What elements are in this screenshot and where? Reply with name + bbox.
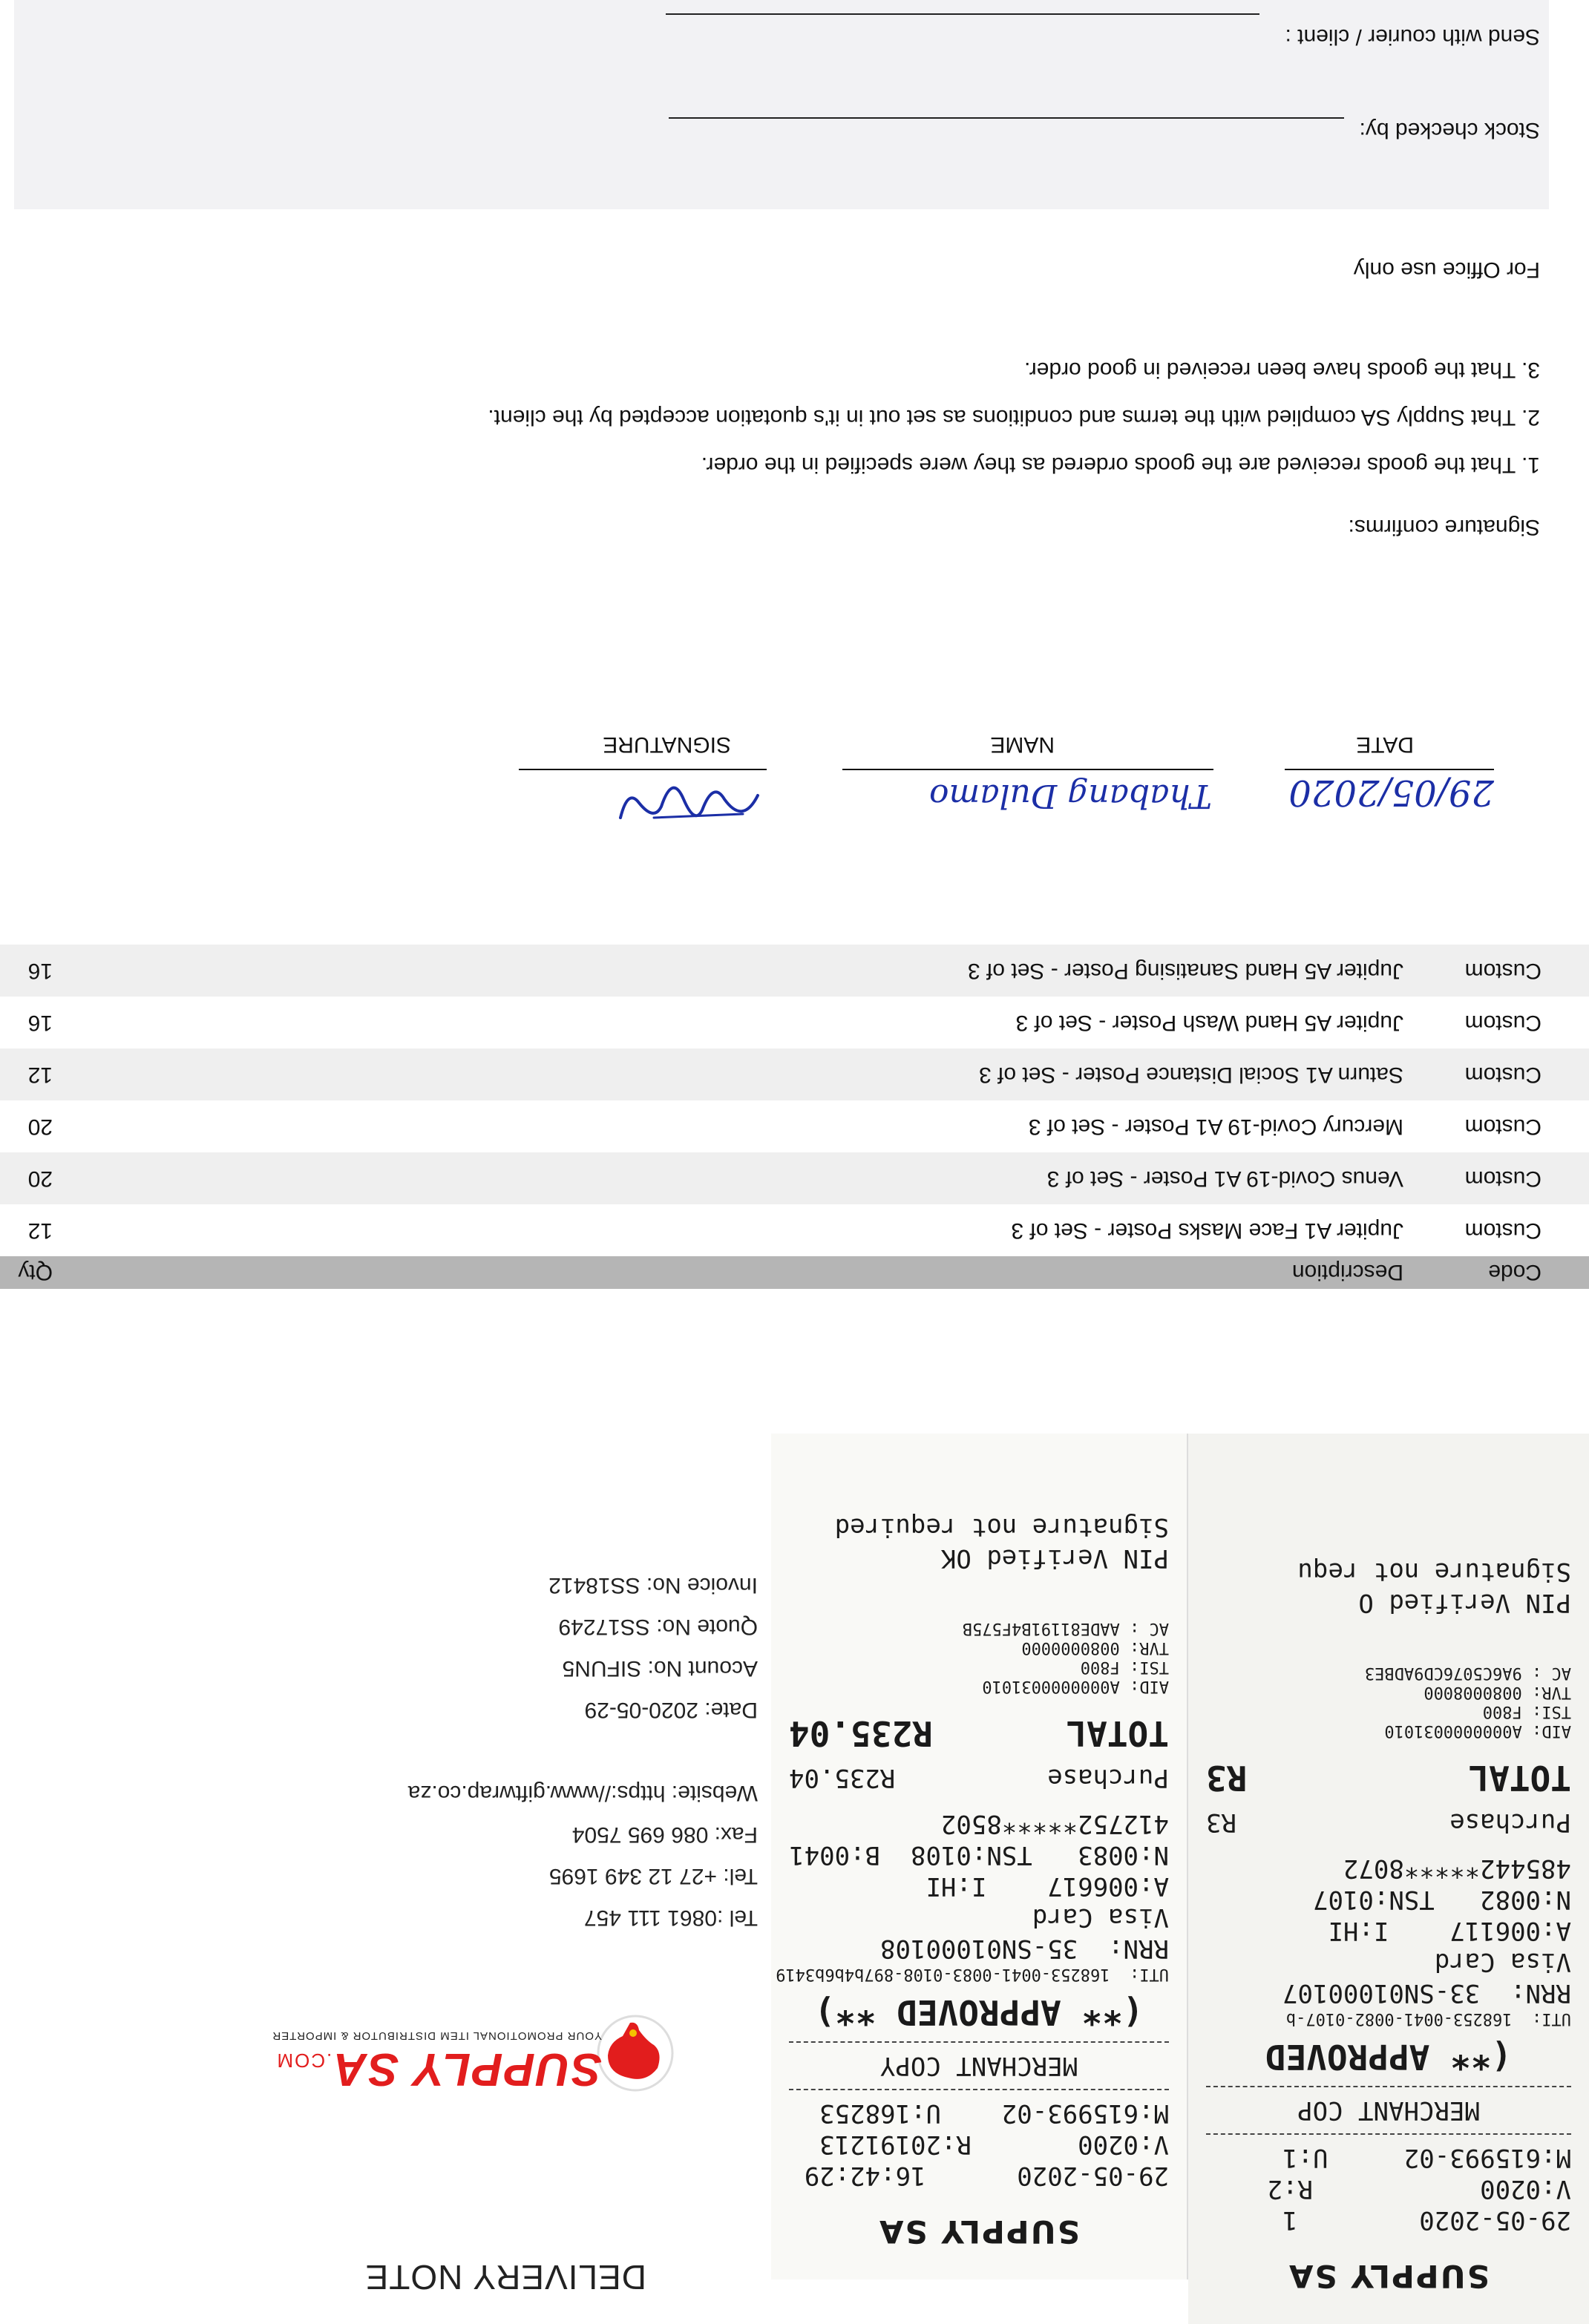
company-details — [90, 1564, 758, 1938]
receipt-tsn-line: N:0083 TSN:0108 B:0041 — [789, 1840, 1169, 1870]
invoice-number: Invoice No: SS18412 — [548, 1573, 758, 1598]
receipt-date-line: 29-05-2020 1 — [1282, 2205, 1571, 2235]
cell-code: Custom — [1464, 1218, 1542, 1243]
cell-description: Saturn A1 Social Distance Poster - Set of 3 — [979, 1063, 1403, 1087]
receipt-total-row — [1188, 1758, 1589, 1798]
receipt-pin-status: PIN Verified O — [1358, 1588, 1571, 1618]
receipt-total-amount: R235.04 — [789, 1713, 933, 1753]
receipt-ac: AC : AADE81191B4F575B — [962, 1619, 1169, 1638]
receipt-tsn-line: N:0082 TSN:0107 — [1313, 1885, 1571, 1914]
receipt-aid: AID: A0000000031010 — [1384, 1721, 1571, 1740]
cell-code: Custom — [1464, 1011, 1542, 1035]
stock-checked-label: Stock checked by: — [1359, 118, 1540, 142]
cell-code: Custom — [1464, 1115, 1542, 1139]
cell-description: Jupiter A5 Hand Sanatising Poster - Set of 3 — [967, 959, 1403, 983]
table-row — [0, 1048, 1589, 1100]
receipt-merchant-line: M:615993-02 U:1 — [1282, 2143, 1571, 2173]
card-receipt-left — [1188, 1434, 1589, 2324]
table-body — [0, 945, 1589, 1256]
column-header-qty: Qty — [18, 1260, 53, 1284]
africa-map-icon — [594, 2012, 676, 2094]
receipt-tsi: TSI: F800 — [1080, 1658, 1169, 1676]
cell-qty: 16 — [27, 1011, 53, 1035]
table-row — [0, 1204, 1589, 1256]
supply-sa-logo — [201, 1983, 676, 2101]
receipt-divider — [1206, 2133, 1571, 2135]
document-date: Date: 2020-05-29 — [584, 1698, 758, 1722]
receipt-total-row — [771, 1713, 1187, 1753]
receipt-brand: SUPPLY SA — [1288, 2258, 1490, 2294]
name-line — [842, 769, 1213, 770]
receipt-rrn: RRN: 35-SN01000108 — [880, 1934, 1169, 1963]
card-receipt-right — [771, 1434, 1188, 2279]
office-use-box — [14, 0, 1549, 209]
receipt-divider — [789, 2089, 1169, 2090]
phone-number-international: Tel: +27 12 349 1695 — [548, 1864, 758, 1888]
receipt-aid: AID: A0000000031010 — [982, 1677, 1169, 1696]
website: Website: https://www.giftwrap.co.za — [407, 1781, 758, 1805]
send-with-label: Send with courier / client : — [1285, 24, 1540, 49]
signature-confirmations — [488, 346, 1540, 551]
date-label: DATE — [1356, 732, 1414, 757]
receipt-divider — [789, 2041, 1169, 2043]
confirmation-item: 3. That the goods have been received in good order. — [1024, 358, 1540, 382]
confirmation-item: 2. That Supply SA complied with the terms and conditions as set out in it's quotation accepted by the client. — [488, 405, 1540, 430]
column-header-description: Description — [1291, 1260, 1403, 1284]
receipt-purchase-amount: R235.04 — [789, 1763, 896, 1793]
signature-line — [519, 769, 767, 770]
receipt-approval-status: (** APPROVED — [1265, 2037, 1513, 2077]
items-table — [0, 945, 1589, 1289]
cell-code: Custom — [1464, 1063, 1542, 1087]
receipt-total-amount: R3 — [1206, 1758, 1248, 1798]
receipt-approval-status: (** APPROVED **) — [814, 1992, 1144, 2032]
cell-qty: 12 — [27, 1063, 53, 1087]
receipt-total-label: TOTAL — [1066, 1713, 1169, 1753]
spacer — [90, 1730, 758, 1772]
receipt-version-line: V:0200 R:2 — [1267, 2174, 1571, 2204]
receipt-uti: UTI: 168253-0041-0083-0108-897b4b6b3419 — [776, 1965, 1169, 1983]
receipt-purchase-row — [1188, 1807, 1589, 1838]
signoff-block — [0, 706, 1589, 833]
receipt-purchase-label: Purchase — [1449, 1808, 1571, 1837]
cell-qty: 12 — [27, 1218, 53, 1243]
receipt-date-line: 29-05-2020 16:42:29 — [804, 2161, 1169, 2190]
handwritten-signature — [617, 758, 765, 840]
table-row — [0, 945, 1589, 997]
receipt-copy-label: MERCHANT COP — [1297, 2095, 1480, 2125]
receipt-signature-status: Signature not required — [834, 1512, 1169, 1542]
handwritten-date: 29/05/2020 — [1288, 772, 1494, 813]
receipt-rrn: RRN: 33-SN01000107 — [1282, 1978, 1571, 2008]
receipt-signature-status: Signature not requ — [1297, 1557, 1571, 1586]
name-label: NAME — [990, 732, 1055, 757]
office-use-heading: For Office use only — [1353, 257, 1540, 282]
date-line — [1285, 769, 1494, 770]
receipt-uti: UTI: 168253-0041-0082-0107-b — [1285, 2009, 1571, 2028]
confirmation-item: 1. That the goods received are the goods ordered as they were specified in the order. — [701, 453, 1540, 477]
receipt-merchant-line: M:615993-02 U:168253 — [819, 2098, 1169, 2128]
signature-label: SIGNATURE — [603, 732, 731, 757]
receipt-purchase-amount: R3 — [1206, 1808, 1236, 1837]
receipt-purchase-label: Purchase — [1047, 1763, 1169, 1793]
receipt-version-line: V:0200 R:20191213 — [819, 2130, 1169, 2159]
stock-checked-line — [669, 117, 1344, 119]
receipt-card-type: Visa Card — [1434, 1947, 1571, 1977]
receipt-auth-line: A:006617 I:HI — [925, 1871, 1169, 1901]
receipt-pin-status: PIN Verified OK — [940, 1543, 1169, 1573]
receipt-brand: SUPPLY SA — [878, 2213, 1080, 2250]
cell-qty: 20 — [27, 1166, 53, 1191]
receipt-divider — [1206, 2086, 1571, 2087]
table-header — [0, 1256, 1589, 1289]
cell-description: Venus Covid-19 A1 Poster - Set of 3 — [1046, 1166, 1403, 1191]
table-row — [0, 1152, 1589, 1204]
receipt-tsi: TSI: F800 — [1482, 1702, 1571, 1721]
confirmations-heading: Signature confirms: — [1348, 515, 1540, 539]
cell-description: Jupiter A1 Face Masks Poster - Set of 3 — [1011, 1218, 1403, 1243]
cell-qty: 20 — [27, 1115, 53, 1139]
cell-code: Custom — [1464, 959, 1542, 983]
logo-tagline: YOUR PROMOTIONAL ITEM DISTRIBUTOR & IMPORTER — [272, 2029, 602, 2042]
fax-number: Fax: 086 695 7504 — [571, 1822, 758, 1847]
receipt-card-number: 412752*****8502 — [940, 1809, 1169, 1839]
table-row — [0, 1100, 1589, 1152]
send-with-line — [666, 13, 1259, 15]
receipt-purchase-row — [771, 1762, 1187, 1793]
cell-code: Custom — [1464, 1166, 1542, 1191]
cell-description: Jupiter A5 Hand Wash Poster - Set of 3 — [1015, 1011, 1403, 1035]
receipt-ac: AC : 9A6C5076CD9ADBE3 — [1364, 1664, 1571, 1682]
document-title: DELIVERY NOTE — [364, 2258, 646, 2297]
receipt-copy-label: MERCHANT COPY — [879, 2051, 1078, 2081]
handwritten-name: Thabang Dulamo — [929, 777, 1212, 815]
receipt-tvr: TVR: 0080000000 — [1021, 1638, 1169, 1657]
column-header-code: Code — [1488, 1260, 1542, 1284]
logo-brand: SUPPLY SA — [332, 2044, 602, 2095]
quote-number: Quote No: SS17249 — [558, 1615, 758, 1639]
logo-wordmark — [275, 2043, 602, 2095]
phone-number: Tel :0861 111 457 — [583, 1906, 758, 1930]
account-number: Acount No: SIFUN5 — [562, 1656, 758, 1681]
cell-qty: 16 — [27, 959, 53, 983]
receipt-total-label: TOTAL — [1468, 1758, 1571, 1798]
receipt-tvr: TVR: 0080008000 — [1423, 1683, 1571, 1701]
receipt-card-type: Visa Card — [1032, 1903, 1169, 1932]
table-row — [0, 997, 1589, 1048]
logo-suffix: .COM — [275, 2049, 332, 2072]
receipt-auth-line: A:006117 I:HI — [1328, 1916, 1571, 1946]
receipt-card-number: 485442*****8072 — [1343, 1854, 1571, 1883]
cell-description: Mercury Covid-19 A1 Poster - Set of 3 — [1028, 1115, 1403, 1139]
